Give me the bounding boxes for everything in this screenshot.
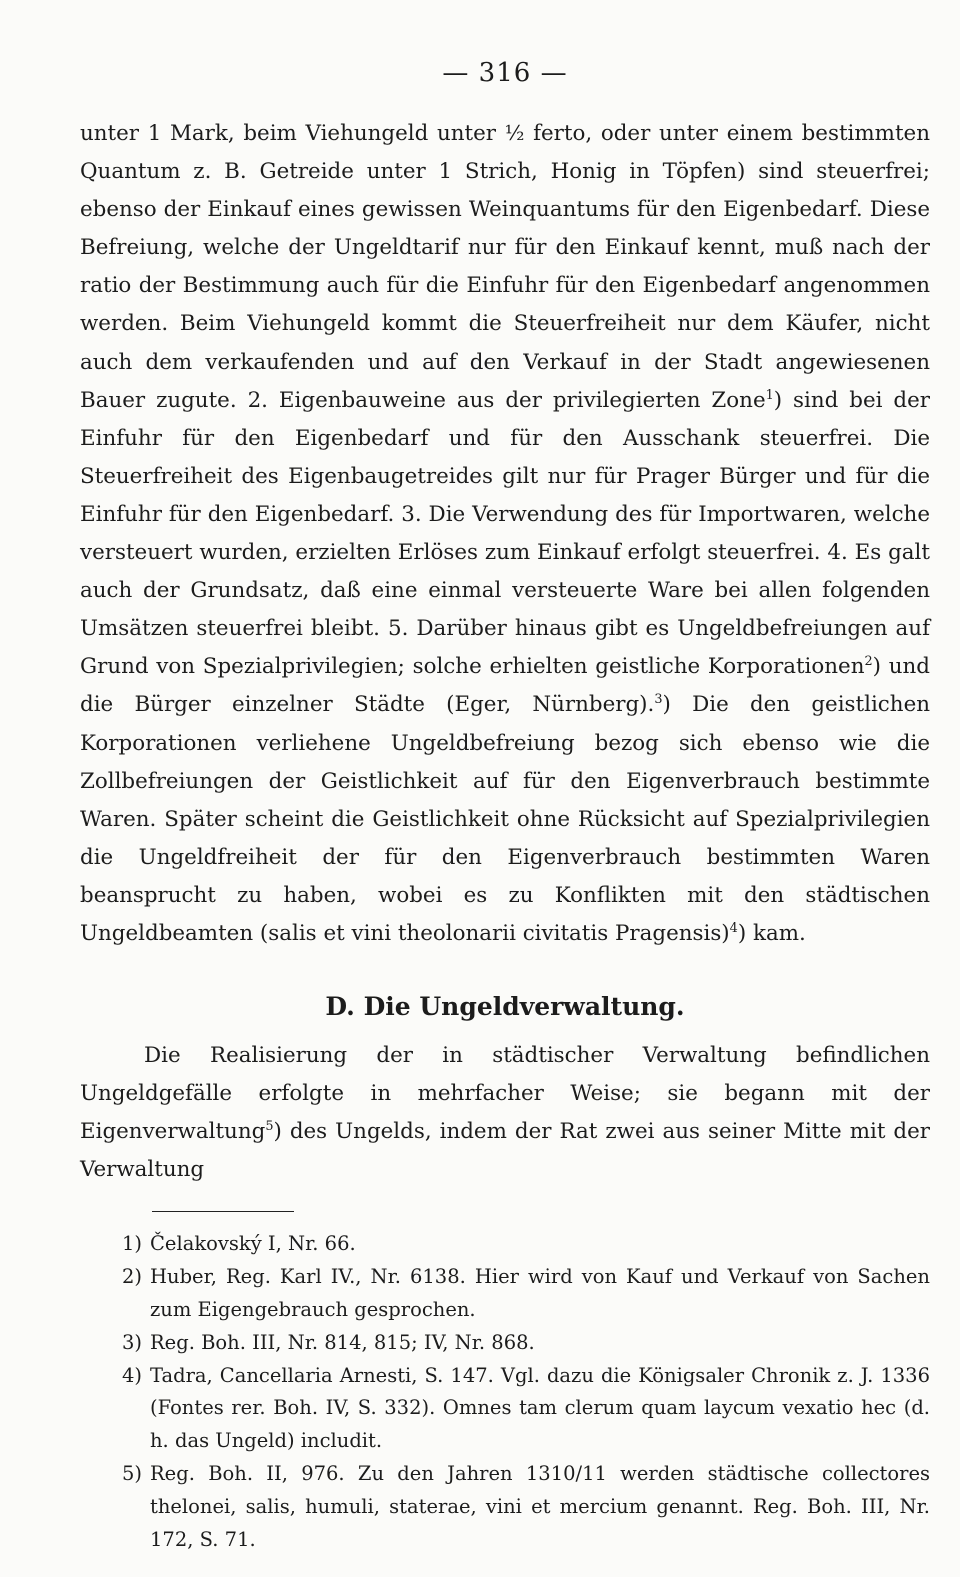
- paragraph-1: [80, 114, 930, 953]
- footnote-3: [80, 1327, 930, 1360]
- footnote-separator: [152, 1211, 294, 1212]
- footnote-4: [80, 1360, 930, 1458]
- text-segment: ) und die Bürger einzelner Städte (Eger, Nürnberg).: [80, 654, 930, 718]
- footnote-number: 5): [121, 1462, 142, 1486]
- footnote-1: [80, 1228, 930, 1261]
- page-number: — 316 —: [442, 58, 568, 88]
- footnote-text: Tadra, Cancellaria Arnesti, S. 147. Vgl. dazu die Königsaler Chronik z. J. 1336 (Fontes rer. Boh. IV, S. 332). Omnes tam clerum quam laycum vexatio hec (d. h. das Ungeld) includit.: [150, 1363, 930, 1453]
- footnote-text: Reg. Boh. III, Nr. 814, 815; IV, Nr. 868.: [150, 1330, 535, 1354]
- footnote-ref-3: 3: [654, 692, 663, 708]
- footnote-ref-4: 4: [729, 920, 738, 936]
- footnote-number: 3): [121, 1330, 142, 1354]
- text-segment: ) des Ungelds, indem der Rat zwei aus seiner Mitte mit der Verwaltung: [80, 1119, 930, 1183]
- footnote-ref-2: 2: [864, 654, 873, 670]
- footnote-2: [80, 1261, 930, 1327]
- text-segment: ) kam.: [737, 920, 806, 946]
- text-segment: ) sind bei der Einfuhr für den Eigenbedarf und für den Ausschank steuerfrei. Die Steuerfreiheit des Eigenbaugetreides gilt nur für Prager Bürger und für die Einfuhr für den Eigenbedarf. 3. Die Verwendung des für Importwaren, welche versteuert wurden, erzielten Erlöses zum Einkauf erfolgt steuerfrei. 4. Es galt auch der Grundsatz, daß eine einmal versteuerte Ware bei allen folgenden Umsätzen steuerfrei bleibt. 5. Darüber hinaus gibt es Ungeldbefreiungen auf Grund von Spezialprivilegien; solche erhielten geistliche Korporationen: [80, 387, 930, 680]
- footnote-5: [80, 1458, 930, 1556]
- footnote-ref-5: 5: [265, 1119, 274, 1135]
- text-segment: ferto, oder unter einem bestimmten Quantum z. B. Getreide unter 1 Strich, Honig in Töpfen) sind steuerfrei; ebenso der Einkauf eines gewissen Weinquantums für den Eigenbedarf. Diese Befreiung, welche der Ungeldtarif nur für den Einkauf kennt, muß nach der ratio der Bestimmung auch für die Einfuhr für den Eigenbedarf angenommen werden. Beim Viehungeld kommt die Steuerfreiheit nur dem Käufer, nicht auch dem verkaufenden und auf den Verkauf in der Stadt angewiesenen Bauer zugute. 2. Eigenbauweine aus der privilegierten Zone: [80, 121, 930, 413]
- footnote-number: 2): [121, 1265, 142, 1289]
- section-heading: D. Die Ungeldverwaltung.: [325, 992, 685, 1022]
- fraction: ½: [504, 121, 525, 145]
- footnote-text: Čelakovský I, Nr. 66.: [150, 1232, 356, 1256]
- footnote-text: Reg. Boh. II, 976. Zu den Jahren 1310/11 werden städtische collectores thelonei, salis, humuli, staterae, vini et mercium genannt. Reg. Boh. III, Nr. 172, S. 71.: [150, 1462, 930, 1551]
- paragraph-2: [80, 1037, 930, 1189]
- text-segment: Die Realisierung der in städtischer Verwaltung befindlichen Ungeldgefälle erfolgte in mehrfacher Weise; sie begann mit der Eigenverwaltung: [80, 1043, 930, 1145]
- footnotes: [80, 1228, 930, 1556]
- footnote-number: 1): [121, 1232, 142, 1256]
- footnote-text: Huber, Reg. Karl IV., Nr. 6138. Hier wird von Kauf und Verkauf von Sachen zum Eigengebrauch gesprochen.: [150, 1265, 930, 1322]
- main-text: [80, 114, 930, 1189]
- text-segment: ) Die den geistlichen Korporationen verliehene Ungeldbefreiung bezog sich ebenso wie die Zollbefreiungen der Geistlichkeit auf für den Eigenverbrauch bestimmte Waren. Später scheint die Geistlichkeit ohne Rücksicht auf Spezialprivilegien die Ungeldfreiheit der für den Eigenverbrauch bestimmten Waren beansprucht zu haben, wobei es zu Konflikten mit den städtischen Ungeldbeamten (salis et vini theolonarii civitatis Pragensis): [80, 692, 931, 946]
- footnote-ref-1: 1: [765, 387, 774, 403]
- footnote-number: 4): [121, 1363, 142, 1387]
- text-segment: unter 1 Mark, beim Viehungeld unter: [80, 121, 505, 146]
